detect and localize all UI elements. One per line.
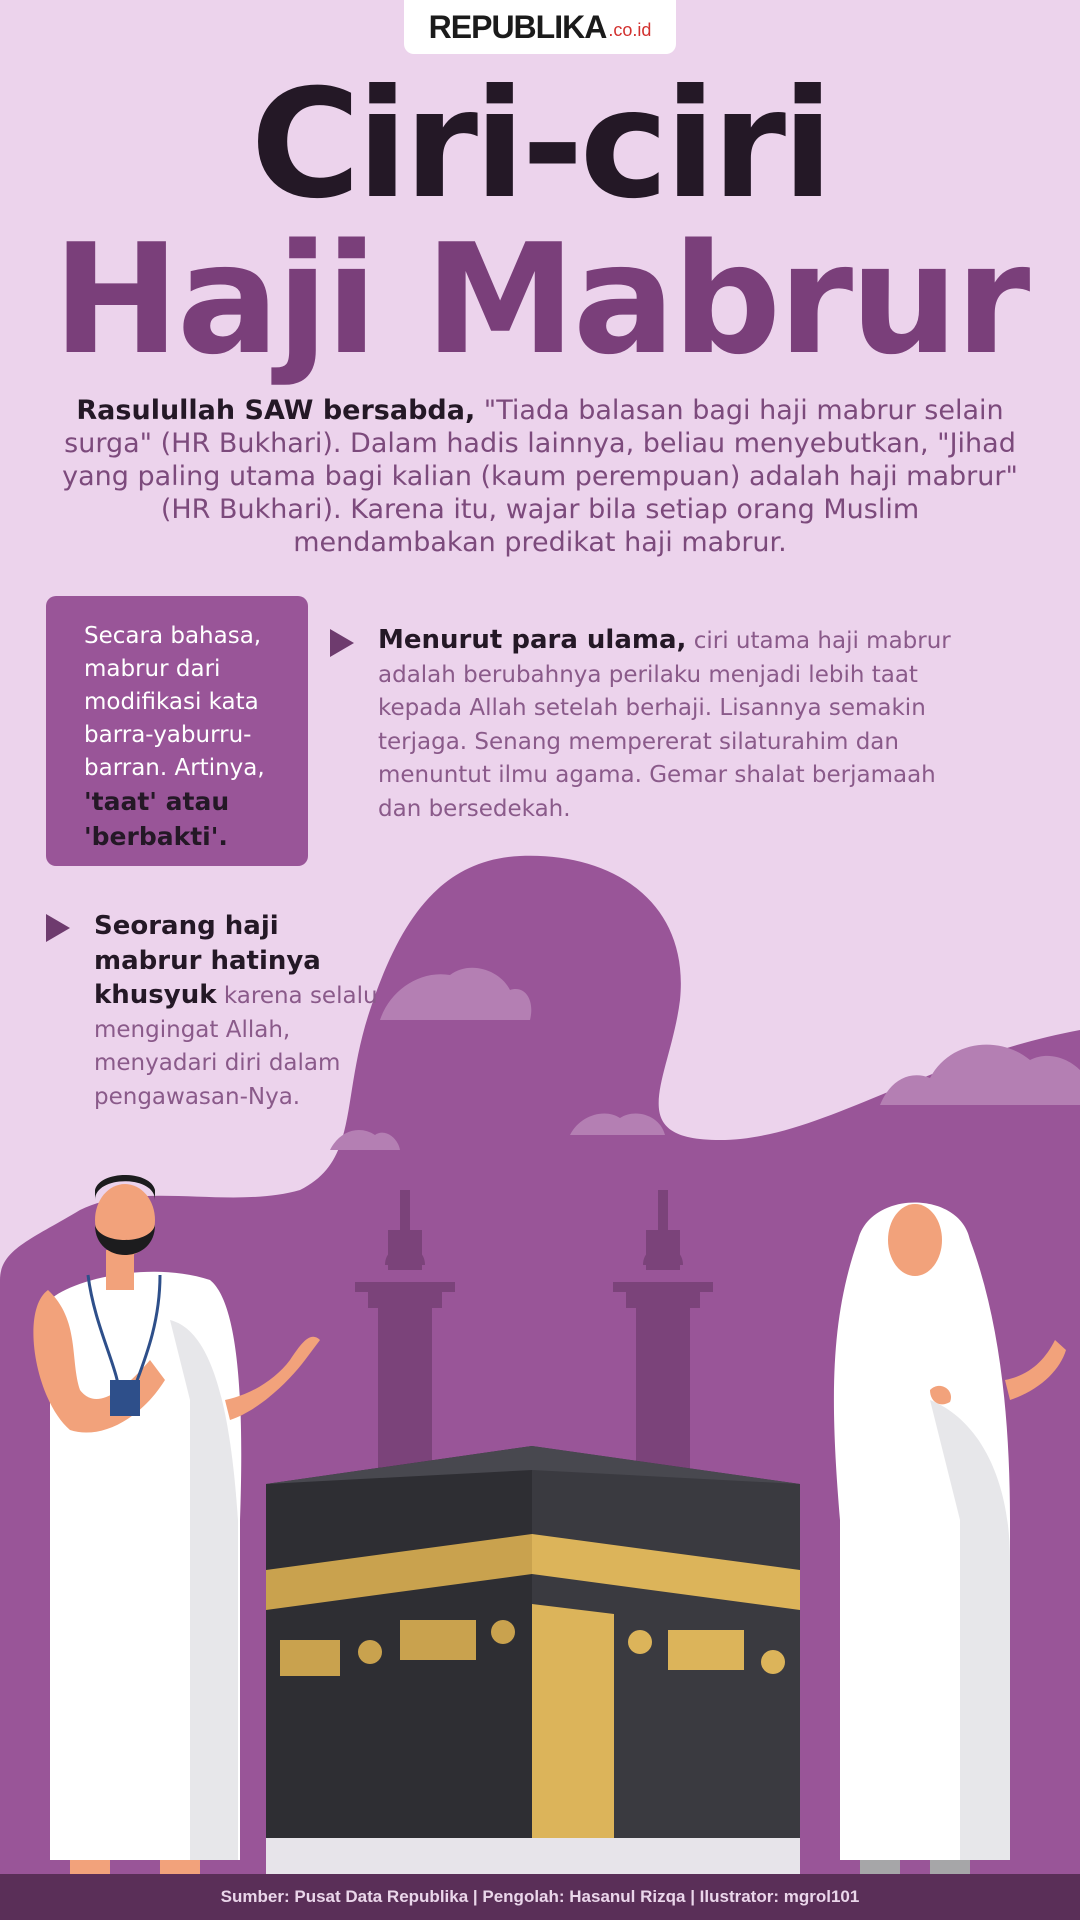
title-line-2: Haji Mabrur — [52, 211, 1028, 388]
point-1 — [378, 624, 968, 826]
point-2-text: karena selalu mengingat Allah, menyadari diri dalam pengawasan-Nya. — [94, 983, 378, 1110]
logo-domain-text: .co.id — [608, 19, 652, 40]
title-line-1: Ciri-ciri — [250, 58, 830, 232]
definition-bold: 'taat' atau 'berbakti'. — [84, 787, 230, 851]
intro-text: "Tiada balasan bagi haji mabrur selain surga" (HR Bukhari). Dalam hadis lainnya, beliau menyebutkan, "Jihad yang paling utama bagi kalian (kaum perempuan) adalah haji mabrur" (HR Bukhari). Karena itu, wajar bila setiap orang Muslim mendambakan predikat haji mabrur. — [62, 395, 1018, 558]
point-1-text: ciri utama haji mabrur adalah berubahnya perilaku menjadi lebih taat kepada Allah setelah berhaji. Lisannya semakin terjaga. Senang mempererat silaturahim dan menuntut ilmu agama. Gemar shalat berjamaah dan bersedekah. — [378, 628, 951, 822]
bullet-arrow-icon — [46, 914, 70, 942]
intro-lead: Rasulullah SAW bersabda, — [76, 395, 476, 426]
kaaba — [266, 1446, 800, 1874]
point-1-lead: Menurut para ulama, — [378, 625, 687, 655]
republika-logo — [404, 0, 676, 54]
footer-credits: Sumber: Pusat Data Republika | Pengolah: Hasanul Rizqa | Ilustrator: mgrol101 — [0, 1874, 1080, 1920]
bullet-arrow-icon — [330, 629, 354, 657]
logo-main-text: REPUBLIKA — [428, 8, 607, 45]
definition-box — [46, 596, 308, 866]
intro-paragraph — [60, 394, 1020, 559]
point-2 — [94, 910, 394, 1114]
point-2-lead: Seorang haji mabrur hatinya khusyuk — [94, 911, 321, 1010]
definition-text: Secara bahasa, mabrur dari modifikasi kata barra-yaburru-barran. Artinya, — [84, 623, 265, 781]
